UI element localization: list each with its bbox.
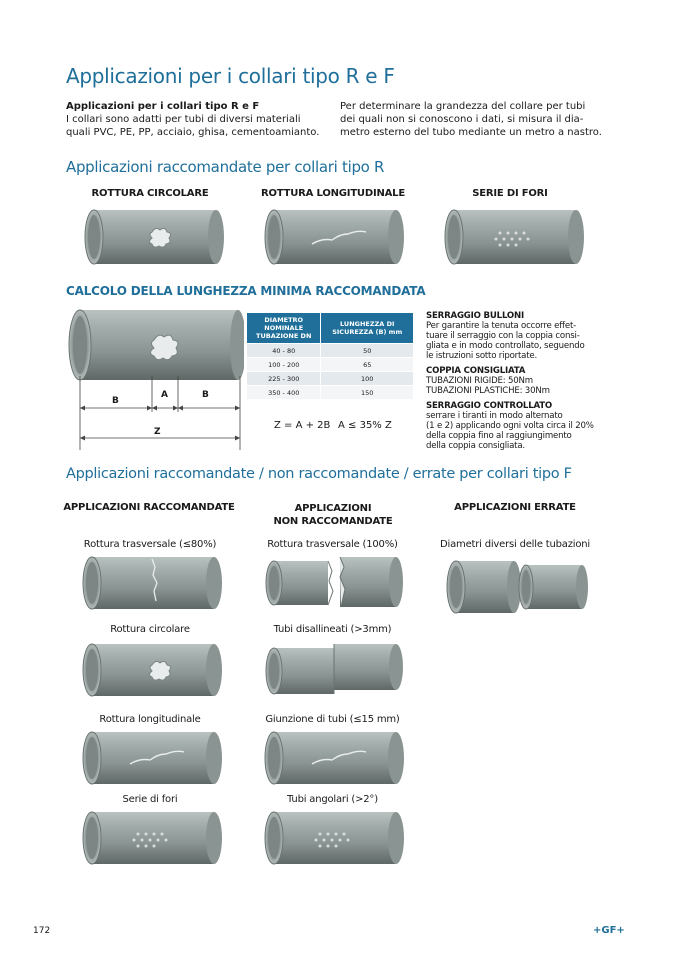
cell-length: 100 bbox=[321, 372, 414, 386]
cell-dn: 350 - 400 bbox=[247, 386, 321, 400]
pipe-longitudinal-break-image bbox=[262, 206, 404, 268]
note-line: serrare i tiranti in modo alternato bbox=[426, 411, 563, 421]
intro-right-line: metro esterno del tubo mediante un metro a nastro. bbox=[340, 127, 602, 138]
table-header-length bbox=[321, 313, 414, 344]
caption: Rottura trasversale (100%) bbox=[267, 539, 398, 550]
table-row bbox=[247, 386, 414, 400]
table-row bbox=[247, 372, 414, 386]
pipe-transverse-break-image bbox=[80, 553, 222, 613]
header-line: DIAMETRO bbox=[264, 316, 304, 324]
caption: Serie di fori bbox=[122, 794, 178, 805]
safety-length-table bbox=[246, 312, 414, 400]
formula-z: Z = A + 2B bbox=[274, 420, 331, 431]
pipe-longitudinal-break-image bbox=[80, 728, 222, 788]
note-line: (1 e 2) applicando ogni volta circa il 20% bbox=[426, 421, 594, 431]
label-z: Z bbox=[154, 427, 161, 437]
label-a: A bbox=[161, 390, 168, 400]
header-line: LUNGHEZZA DI bbox=[340, 320, 395, 328]
page-number: 172 bbox=[33, 926, 51, 936]
label-b-right: B bbox=[202, 390, 209, 400]
note-line: le istruzioni sotto riportate. bbox=[426, 351, 537, 361]
pipe-full-transverse-break-image bbox=[262, 553, 404, 613]
caption: Tubi disallineati (>3mm) bbox=[273, 624, 392, 635]
caption: Tubi angolari (>2°) bbox=[287, 794, 378, 805]
caption: Diametri diversi delle tubazioni bbox=[440, 539, 590, 550]
table-header-dn bbox=[247, 313, 321, 344]
header-line: SICUREZZA (B) mm bbox=[332, 328, 403, 336]
caption: Giunzione di tubi (≤15 mm) bbox=[265, 714, 400, 725]
caption: Rottura circolare bbox=[110, 624, 190, 635]
caption: Rottura trasversale (≤80%) bbox=[83, 539, 217, 550]
section-r-heading: Applicazioni raccomandate per collari tipo R bbox=[66, 158, 385, 176]
cell-length: 65 bbox=[321, 358, 414, 372]
note-title: COPPIA CONSIGLIATA bbox=[426, 366, 526, 376]
pipe-joint-image bbox=[262, 728, 404, 788]
intro-right-line: dei quali non si conoscono i dati, si misura il dia- bbox=[340, 114, 584, 125]
heading-line: APPLICAZIONI bbox=[294, 503, 372, 514]
intro-left-line: quali PVC, PE, PP, acciaio, ghisa, cementoamianto. bbox=[66, 127, 320, 138]
col-raccomandate-heading: APPLICAZIONI RACCOMANDATE bbox=[63, 502, 235, 513]
cell-dn: 225 - 300 bbox=[247, 372, 321, 386]
note-line: della coppia consigliata. bbox=[426, 441, 525, 451]
note-title: SERRAGGIO BULLONI bbox=[426, 311, 525, 321]
cell-dn: 100 - 200 bbox=[247, 358, 321, 372]
pipe-misaligned-image bbox=[262, 640, 404, 700]
pipe-holes-image bbox=[80, 808, 222, 868]
note-line: Per garantire la tenuta occorre effet- bbox=[426, 321, 577, 331]
header-line: TUBAZIONE DN bbox=[256, 332, 312, 340]
cell-dn: 40 - 80 bbox=[247, 344, 321, 358]
label-b-left: B bbox=[112, 396, 119, 406]
pipe-circular-break-image bbox=[82, 206, 224, 268]
pipe-circular-break-image bbox=[80, 640, 222, 700]
note-line: TUBAZIONI RIGIDE: 50Nm bbox=[426, 376, 533, 386]
torque-notes bbox=[426, 311, 611, 451]
cell-length: 50 bbox=[321, 344, 414, 358]
note-line: tuare il serraggio con la coppia consi- bbox=[426, 331, 580, 341]
calc-heading: CALCOLO DELLA LUNGHEZZA MINIMA RACCOMANDATA bbox=[66, 284, 426, 298]
pipe-angled-image bbox=[262, 808, 404, 868]
caption: Rottura longitudinale bbox=[99, 714, 201, 725]
caption-serie-di-fori: SERIE DI FORI bbox=[472, 188, 548, 199]
note-line: TUBAZIONI PLASTICHE: 30Nm bbox=[426, 386, 550, 396]
gf-logo: +GF+ bbox=[593, 925, 625, 936]
page-title: Applicazioni per i collari tipo R e F bbox=[66, 64, 395, 88]
formula-a: A ≤ 35% Z bbox=[338, 420, 392, 431]
intro-right bbox=[340, 100, 620, 139]
note-title: SERRAGGIO CONTROLLATO bbox=[426, 401, 553, 411]
note-line: della coppia fino al raggiungimento bbox=[426, 431, 572, 441]
cell-length: 150 bbox=[321, 386, 414, 400]
table-row bbox=[247, 358, 414, 372]
section-f-heading: Applicazioni raccomandate / non raccomandate / errate per collari tipo F bbox=[66, 466, 572, 482]
heading-line: NON RACCOMANDATE bbox=[273, 516, 393, 527]
pipe-different-diameters-image bbox=[444, 555, 590, 617]
note-line: gliata e in modo controllato, seguendo bbox=[426, 341, 585, 351]
intro-left bbox=[66, 100, 336, 139]
intro-left-line: I collari sono adatti per tubi di diversi materiali bbox=[66, 114, 301, 125]
col-errate-heading: APPLICAZIONI ERRATE bbox=[454, 502, 576, 513]
intro-right-line: Per determinare la grandezza del collare per tubi bbox=[340, 101, 586, 112]
header-line: NOMINALE bbox=[264, 324, 304, 332]
col-non-raccomandate-heading bbox=[258, 502, 408, 528]
caption-rottura-circolare: ROTTURA CIRCOLARE bbox=[91, 188, 209, 199]
pipe-holes-image bbox=[442, 206, 584, 268]
table-row bbox=[247, 344, 414, 358]
intro-left-bold: Applicazioni per i collari tipo R e F bbox=[66, 101, 260, 112]
caption-rottura-longitudinale: ROTTURA LONGITUDINALE bbox=[260, 188, 405, 199]
